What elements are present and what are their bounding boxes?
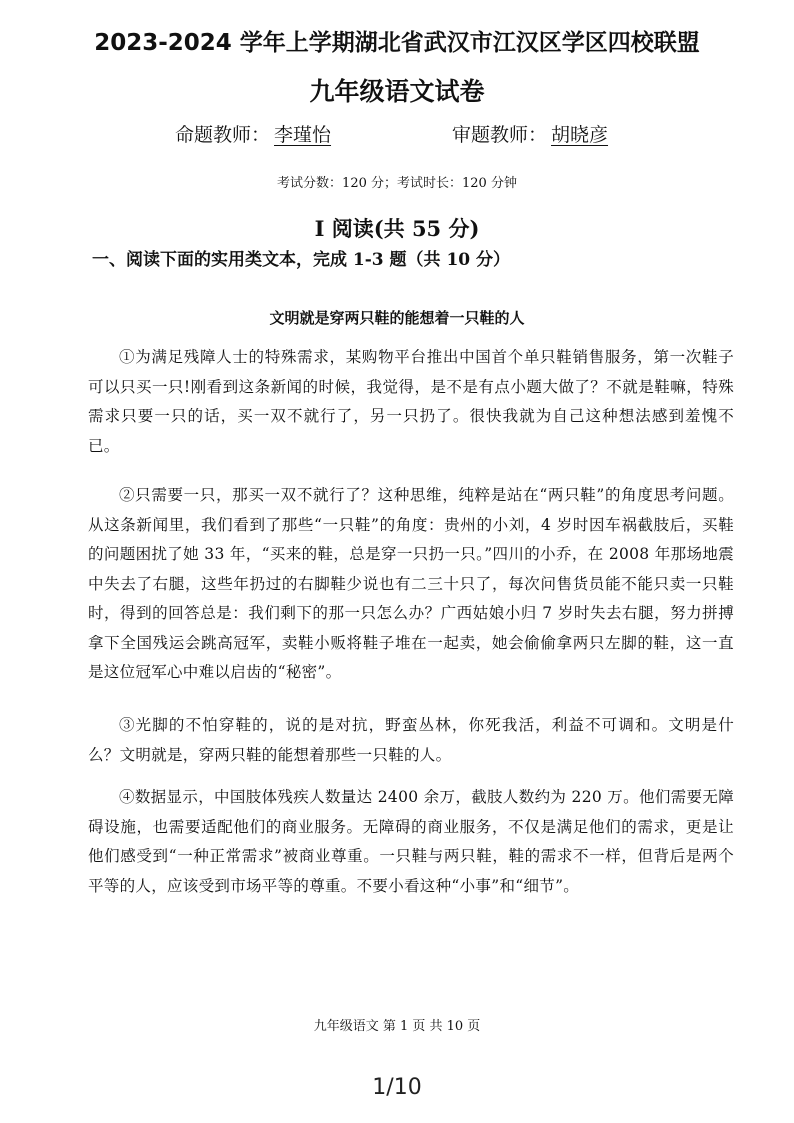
article-paragraph-3: ③光脚的不怕穿鞋的，说的是对抗，野蛮丛林，你死我活，利益不可调和。文明是什么？文明就是，穿两只鞋的能想着那些一只鞋的人。 [88, 716, 734, 764]
reviewer-label: 审题教师： [452, 124, 548, 146]
page-indicator: 1/10 [372, 1075, 422, 1100]
article-paragraph-4: ④数据显示，中国肢体残疾人数量达 2400 余万，截肢人数约为 220 万。他们需要无障碍设施，也需要适配他们的商业服务。无障碍的商业服务，不仅是满足他们的需求，更是让他们感受到“一种正常需求”被商业尊重。一只鞋与两只鞋，鞋的需求不一样，但背后是两个平等的人，应该受到市场平等的尊重。不要小看这种“小事”和“细节”。 [88, 788, 734, 895]
page-footer: 九年级语文 第 1 页 共 10 页 [313, 1019, 481, 1034]
reviewer-teacher [452, 120, 608, 147]
setter-label: 命题教师： [175, 124, 271, 146]
article-paragraph-2: ②只需要一只，那买一双不就行了？这种思维，纯粹是站在“两只鞋”的角度思考问题。从这条新闻里，我们看到了那些“一只鞋”的角度：贵州的小刘，4 岁时因车祸截肢后，买鞋的问题困扰了她 33 年，“买来的鞋，总是穿一只扔一只。”四川的小乔，在 2008 年那场地震中失去了右腿，这些年扔过的右脚鞋少说也有二三十只了，每次问售货员能不能只卖一只鞋时，得到的回答总是：我们剩下的那一只怎么办？广西姑娘小归 7 岁时失去右腿，努力拼搏拿下全国残运会跳高冠军，卖鞋小贩将鞋子堆在一起卖，她会偷偷拿两只左脚的鞋，这一直是这位冠军心中难以启齿的“秘密”。 [88, 486, 734, 681]
exam-title-line2: 九年级语文试卷 [309, 77, 485, 106]
exam-info: 考试分数：120 分；考试时长：120 分钟 [277, 176, 517, 191]
reviewer-name: 胡晓彦 [551, 124, 609, 146]
article-title: 文明就是穿两只鞋的能想着一只鞋的人 [269, 309, 525, 327]
setter-teacher [175, 120, 331, 147]
article-paragraph-1: ①为满足残障人士的特殊需求，某购物平台推出中国首个单只鞋销售服务，第一次鞋子可以只买一只!刚看到这条新闻的时候，我觉得，是不是有点小题大做了？不就是鞋嘛，特殊需求只要一只的话，买一双不就行了，另一只扔了。很快我就为自己这种想法感到羞愧不已。 [88, 348, 734, 455]
setter-name: 李瑾怡 [274, 124, 332, 146]
question-heading: 一、阅读下面的实用类文本，完成 1-3 题（共 10 分） [92, 250, 511, 270]
exam-title-line1: 2023-2024 学年上学期湖北省武汉市江汉区学区四校联盟 [94, 30, 700, 56]
section-title: Ⅰ 阅读(共 55 分) [314, 216, 480, 241]
